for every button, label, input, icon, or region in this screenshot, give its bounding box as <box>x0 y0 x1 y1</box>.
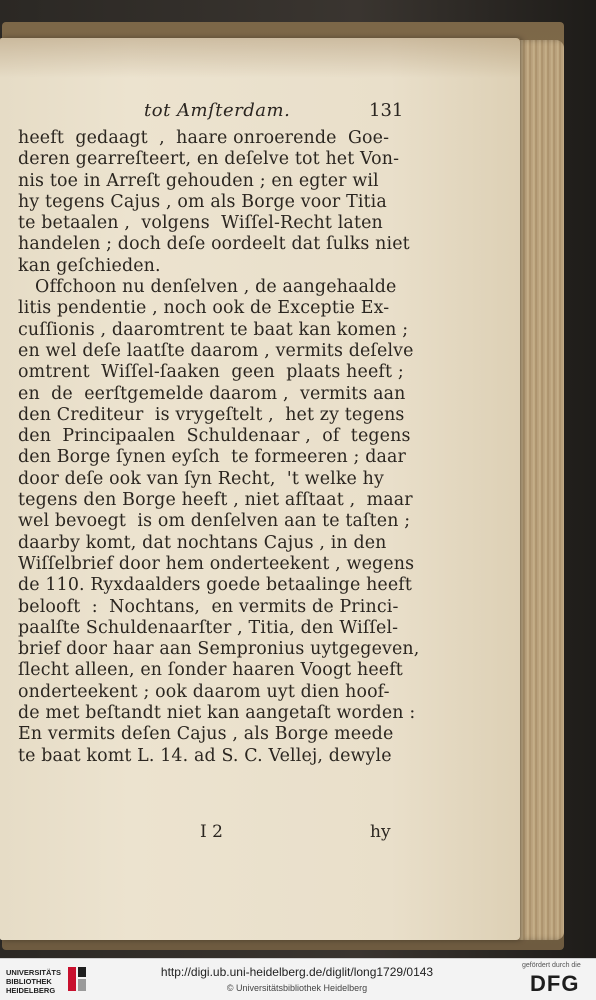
book-page <box>0 38 520 940</box>
funding-note: gefördert durch die <box>522 962 581 969</box>
dfg-logo[interactable] <box>500 962 590 998</box>
text-line: brief door haar aan Sempronius uytgegeven, <box>18 639 420 660</box>
page-stain <box>0 38 520 78</box>
text-line: door deſe ook van ſyn Recht, 't welke hy <box>18 468 384 489</box>
text-line: Offchoon nu denſelven , de aangehaalde <box>18 277 397 298</box>
text-line: litis pendentie , noch ook de Exceptie Ex- <box>18 298 390 319</box>
text-line: den Crediteur is vrygeſtelt , het zy tegens <box>18 404 405 425</box>
text-line: deren gearreſteert, en deſelve tot het Von- <box>18 149 400 170</box>
text-line: kan geſchieden. <box>18 255 161 276</box>
text-line: cuſſionis , daaromtrent te baat kan komen ; <box>18 319 409 340</box>
text-line: handelen ; doch deſe oordeelt dat ſulks niet <box>18 234 410 255</box>
page-number: 131 <box>369 100 404 121</box>
text-line: de met beſtandt niet kan aangetaſt worden : <box>18 703 416 724</box>
text-line: nis toe in Arreſt gehouden ; en egter wil <box>18 170 379 191</box>
copyright-notice: © Universitätsbibliothek Heidelberg <box>226 983 368 993</box>
text-line: heeft gedaagt , haare onroerende Goe- <box>18 128 390 148</box>
text-line: den Borge ſynen eyſch te formeeren ; daar <box>18 447 407 468</box>
text-line: en de eerſtgemelde daarom , vermits aan <box>18 383 406 404</box>
page-header <box>0 100 520 130</box>
text-line: daarby komt, dat nochtans Cajus , in den <box>18 532 387 553</box>
text-line: tegens den Borge heeft , niet afſtaat , maar <box>18 490 413 511</box>
viewer-footer <box>0 958 596 1000</box>
text-line: te baat komt L. 14. ad S. C. Vellej, dewyle <box>18 745 392 766</box>
body-text <box>18 128 418 767</box>
library-logo[interactable] <box>6 963 96 997</box>
text-line: de 110. Ryxdaalders goede betaalinge heeft <box>18 575 413 596</box>
text-line: wel bevoegt is om denſelven aan te taſten ; <box>18 511 411 532</box>
text-line: Wiſſelbrief door hem onderteekent , wegens <box>18 553 415 574</box>
library-name: UNIVERSITÄTS BIBLIOTHEK HEIDELBERG <box>6 968 62 995</box>
funder-name: DFG <box>530 971 580 996</box>
text-line: paalſte Schuldenaarſter , Titia, den Wiſſel- <box>18 617 399 638</box>
catchword: hy <box>370 822 391 842</box>
text-line: ſlecht alleen, en ſonder haaren Voogt heeft <box>18 660 403 681</box>
text-line: en wel deſe laatſte daarom , vermits deſelve <box>18 340 414 361</box>
text-line: hy tegens Cajus , om als Borge voor Titia <box>18 191 387 212</box>
text-line: omtrent Wiſſel-ſaaken geen plaats heeft ; <box>18 362 404 383</box>
signature-mark: I 2 <box>200 822 223 842</box>
text-line: belooft : Nochtans, en vermits de Princi- <box>18 596 399 617</box>
running-head: tot Amſterdam. <box>144 100 291 121</box>
text-line: te betaalen , volgens Wiſſel-Recht laten <box>18 213 383 234</box>
library-crest-icon <box>66 965 88 993</box>
text-line: onderteekent ; ook daarom uyt dien hoof- <box>18 681 390 702</box>
permalink-url[interactable]: http://digi.ub.uni-heidelberg.de/diglit/long1729/0143 <box>160 965 434 979</box>
text-line: En vermits deſen Cajus , als Borge meede <box>18 724 394 745</box>
text-line: den Principaalen Schuldenaar , of tegens <box>18 426 411 447</box>
